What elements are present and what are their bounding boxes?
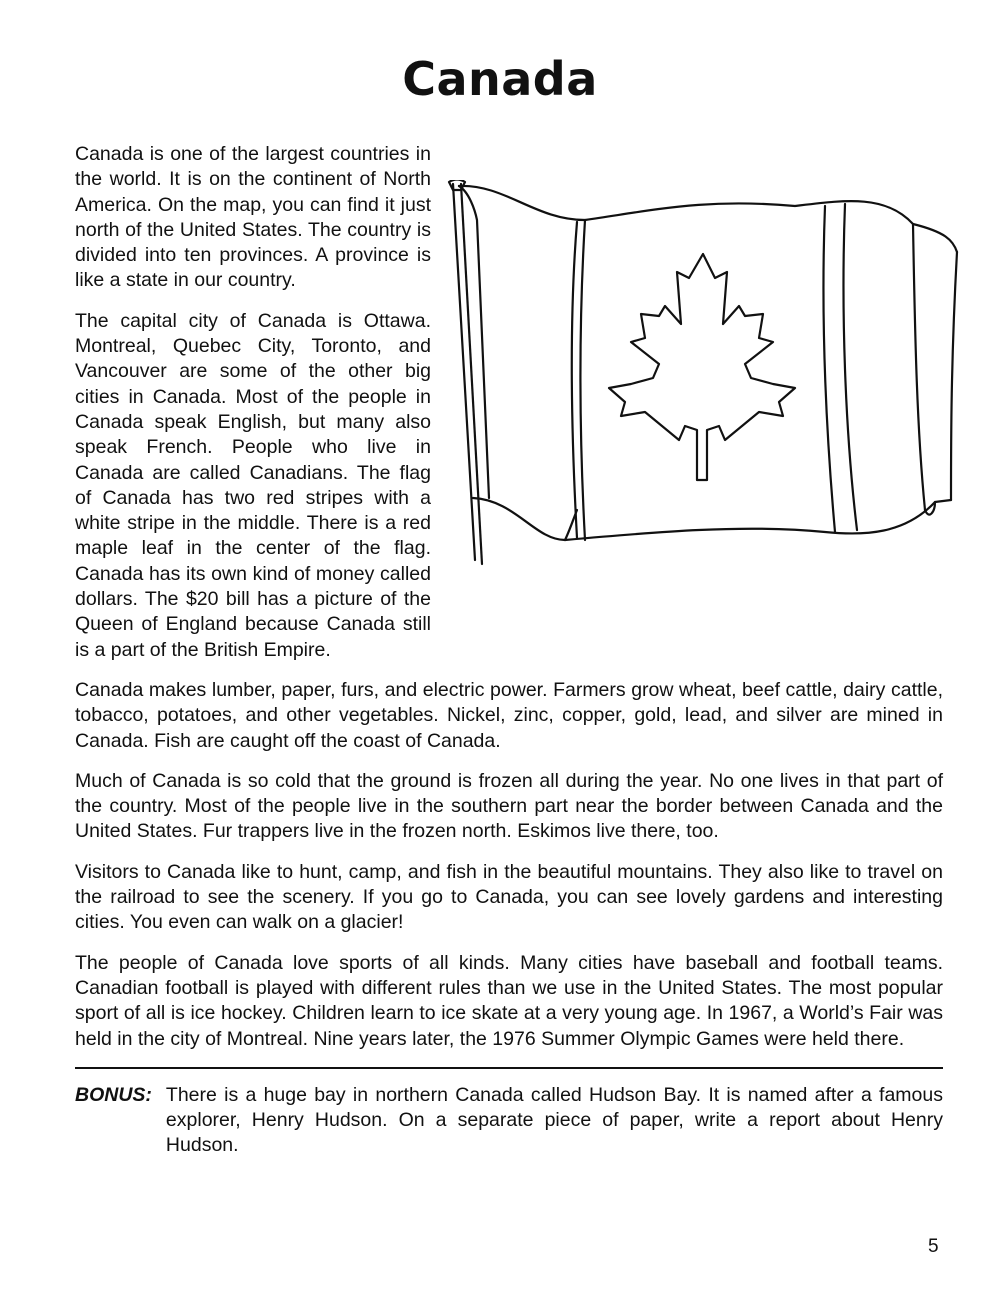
paragraph-capital: The capital city of Canada is Ottawa. Montreal, Quebec City, Toronto, and Vancouver are some of the other big cities in Canada. Most of the people in Canada speak English, but many also speak French. People who live in Canada are called Canadians. The flag of Canada has two red stripes with a white stripe in the middle. There is a red maple leaf in the center of the flag. Canada has its own kind of money called dollars. The $20 bill has a picture of the Queen of England because Canada still is a part of the British Empire.	[75, 309, 431, 661]
page-number: 5	[928, 1236, 939, 1257]
section-divider	[75, 1067, 943, 1069]
flag-illustration	[445, 142, 959, 632]
paragraph-visitors: Visitors to Canada like to hunt, camp, and fish in the beautiful mountains. They also like to travel on the railroad to see the scenery. If you go to Canada, you can see lovely gardens and interesting cities. You even can walk on a glacier!	[75, 860, 943, 934]
paragraph-sports: The people of Canada love sports of all kinds. Many cities have baseball and football teams. Canadian football is played with different rules than we use in the United States. The most popular sport of all is ice hockey. Children learn to ice skate at a very young age. In 1967, a World’s Fair was held in the city of Montreal. Nine years later, the 1976 Summer Olympic Games were held there.	[75, 951, 943, 1050]
paragraph-intro: Canada is one of the largest countries in the world. It is on the continent of North America. On the map, you can find it just north of the United States. The country is divided into ten provinces. A province is like a state in our country.	[75, 143, 431, 292]
main-content	[75, 142, 943, 1159]
paragraph-climate: Much of Canada is so cold that the ground is frozen all during the year. No one lives in that part of the country. Most of the people live in the southern part near the border between Canada and the United States. Fur trappers live in the frozen north. Eskimos live there, too.	[75, 769, 943, 843]
bonus-label: BONUS:	[75, 1083, 152, 1106]
page-title: Canada	[402, 52, 598, 106]
bonus-text: There is a huge bay in northern Canada called Hudson Bay. It is named after a famous explorer, Henry Hudson. On a separate piece of paper, write a report about Henry Hudson.	[165, 1083, 943, 1157]
paragraph-industry: Canada makes lumber, paper, furs, and electric power. Farmers grow wheat, beef cattle, dairy cattle, tobacco, potatoes, and other vegetables. Nickel, zinc, copper, gold, lead, and silver are mined in Canada. Fish are caught off the coast of Canada.	[75, 678, 943, 752]
canada-flag-icon	[445, 180, 959, 620]
bonus-section	[75, 1083, 943, 1159]
